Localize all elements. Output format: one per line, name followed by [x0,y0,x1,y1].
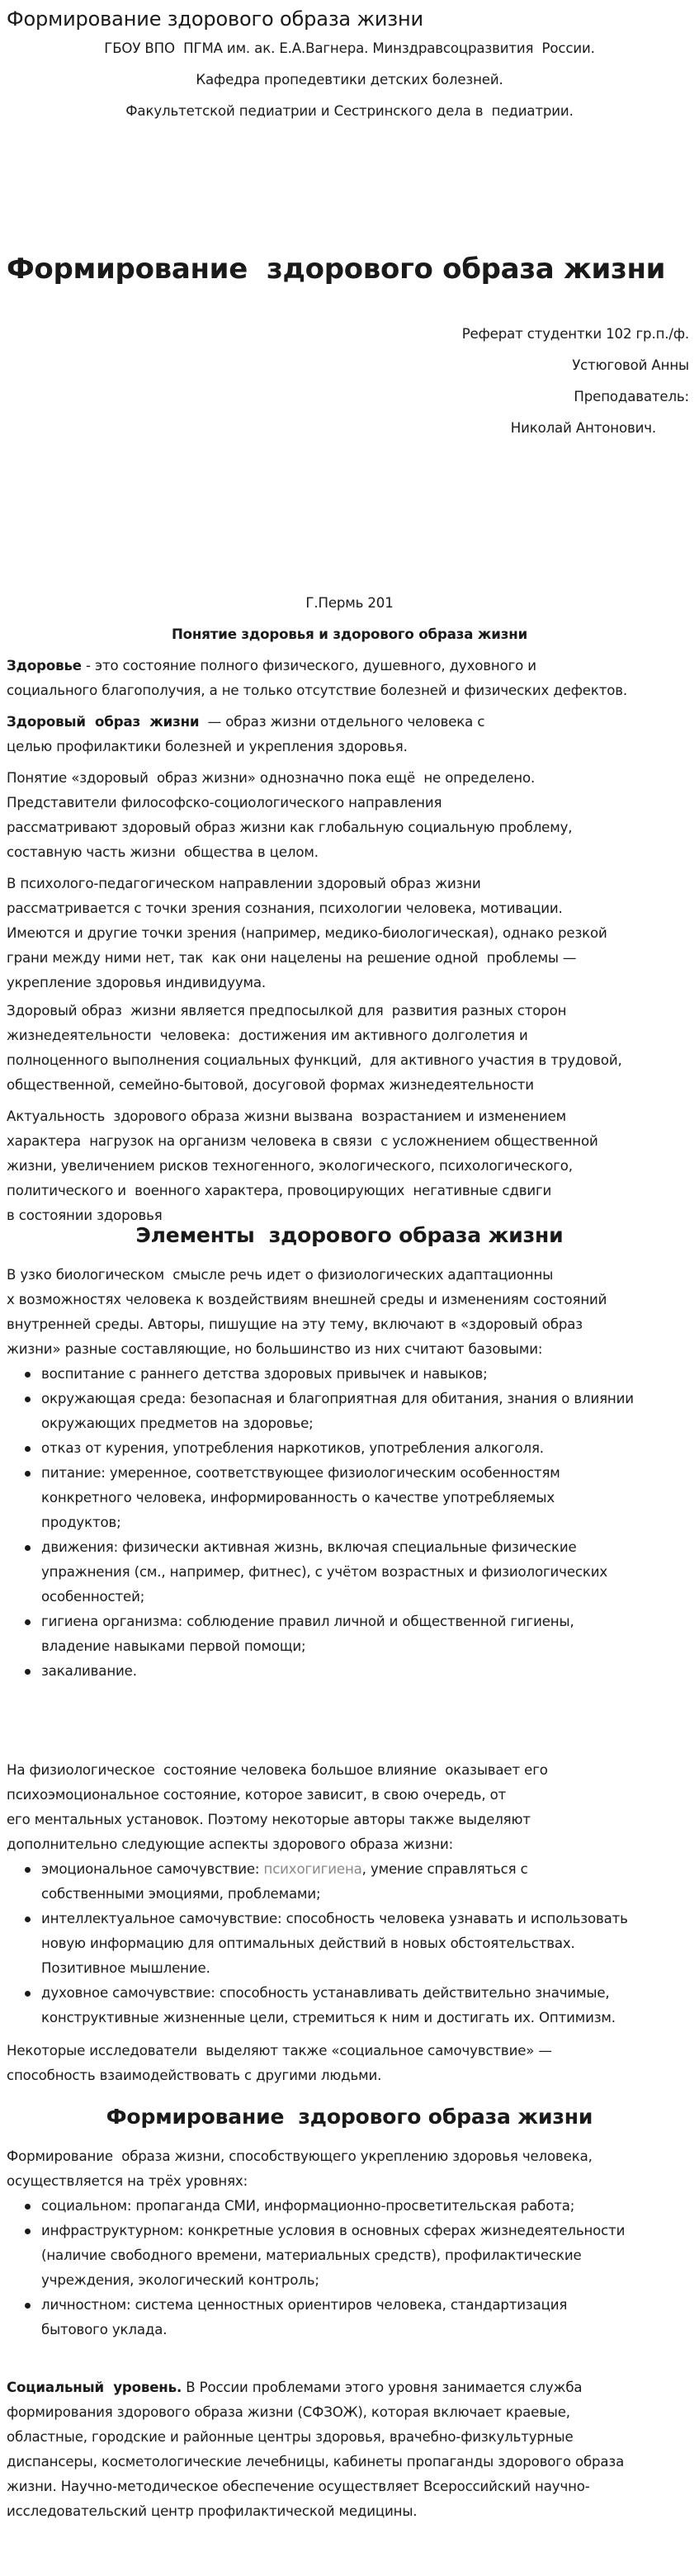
list-item [41,1857,528,1882]
list-item-cont: новую информацию для оптимальных действий в новых обстоятельствах. [41,1936,575,1951]
list-item: окружающая среда: безопасная и благоприятная для обитания, знания о влиянии [41,1391,634,1406]
list-item: питание: умеренное, соответствующее физиологическим особенностям [41,1465,560,1481]
bullet-icon [25,1991,31,1997]
paragraph-line: Понятие «здоровый образ жизни» однозначно пока ещё не определено. [7,770,536,786]
paragraph-line: В узко биологическом смысле речь идет о физиологических адаптационны [7,1267,554,1283]
paragraph-line: жизни. Научно-методическое обеспечение осуществляет Всероссийский научно- [7,2479,590,2494]
list-item-cont: окружающих предметов на здоровье; [41,1416,314,1431]
list-text: , умение справляться с [361,1861,528,1877]
list-item-cont: продуктов; [41,1515,121,1530]
paragraph-line: В психолого-педагогическом направлении здоровый образ жизни [7,876,481,891]
section-heading: Понятие здоровья и здорового образа жизни [171,626,528,642]
bullet-icon [25,1545,31,1551]
list-item: интеллектуальное самочувствие: способность человека узнавать и использовать [41,1911,628,1926]
list-item: отказ от курения, употребления наркотиков, употребления алкоголя. [41,1440,544,1456]
term: Здоровье [7,658,82,674]
city-year: Г.Пермь 201 [305,595,394,611]
list-item-cont: особенностей; [41,1589,145,1605]
social-level-paragraph [7,2375,582,2400]
paragraph-line: Имеются и другие точки зрения (например, медико-биологическая), однако резкой [7,925,607,941]
list-item-cont: учреждения, экологический контроль; [41,2272,319,2288]
paragraph-line: политического и военного характера, провоцирующих негативные сдвиги [7,1183,552,1198]
list-item-cont: владение навыками первой помощи; [41,1638,306,1654]
paragraph-line: Некоторые исследователи выделяют также «социальное самочувствие» — [7,2043,552,2058]
paragraph-line: общественной, семейно-бытовой, досуговой формах жизнедеятельности [7,1077,534,1093]
document-title: Формирование здорового образа жизни [7,7,423,31]
paragraph-line: психоэмоциональное состояние, которое зависит, в свою очередь, от [7,1787,507,1803]
bullet-icon [25,1669,31,1675]
bullet-icon [25,1867,31,1873]
paragraph-line: х возможностях человека к воздействиям внешней среды и изменениям состояний [7,1292,607,1307]
bullet-icon [25,2303,31,2309]
paragraph-line: Здоровый образ жизни является предпосылкой для развития разных сторон [7,1003,567,1019]
list-item-cont: конструктивные жизненные цели, стремиться к ним и достигать их. Оптимизм. [41,2010,616,2025]
list-item: личностном: система ценностных ориентиров человека, стандартизация [41,2297,568,2313]
paragraph-line: Формирование образа жизни, способствующего укреплению здоровья человека, [7,2148,593,2164]
list-item: воспитание с раннего детства здоровых привычек и навыков; [41,1366,488,1382]
term: Социальный уровень. [7,2380,182,2395]
list-item: движения: физически активная жизнь, включая специальные физические [41,1539,577,1555]
author-name: Устюговой Анны [572,357,689,373]
paragraph-line: жизни, увеличением рисков техногенного, экологического, психологического, [7,1158,573,1174]
paragraph-text: В России проблемами этого уровня занимается служба [182,2380,583,2395]
paragraph-line: укрепление здоровья индивидуума. [7,975,267,990]
list-item: закаливание. [41,1663,137,1679]
definition-hls [7,710,484,735]
list-item: духовное самочувствие: способность устанавливать действительно значимые, [41,1985,610,2001]
paragraph-line: На физиологическое состояние человека большое влияние оказывает его [7,1762,548,1778]
definition-health [7,654,536,678]
paragraph-line: составную часть жизни общества в целом. [7,844,319,860]
list-item: социальном: пропаганда СМИ, информационно-просветительская работа; [41,2198,575,2214]
teacher-label: Преподаватель: [574,389,689,404]
paragraph-line: исследовательский центр профилактической медицины. [7,2503,418,2519]
list-text: эмоциональное самочувствие: [41,1861,264,1877]
paragraph-line: жизни» разные составляющие, но большинство из них считают базовыми: [7,1341,543,1357]
paragraph-line: рассматривается с точки зрения сознания, психологии человека, мотивации. [7,900,563,916]
main-title: Формирование здорового образа жизни [7,253,666,286]
bullet-icon [25,1446,31,1452]
paragraph-line: формирования здорового образа жизни (СФЗОЖ), которая включает краевые, [7,2404,570,2420]
bullet-icon [25,1471,31,1477]
author-line: Реферат студентки 102 гр.п./ф. [461,326,689,342]
paragraph-line: грани между ними нет, так как они нацелены на решение одной проблемы — [7,950,577,966]
list-item-cont: собственными эмоциями, проблемами; [41,1886,321,1902]
bullet-icon [25,1397,31,1402]
paragraph-line: дополнительно следующие аспекты здорового образа жизни: [7,1836,454,1852]
paragraph-line: Актуальность здорового образа жизни вызвана возрастанием и изменением [7,1108,566,1124]
list-item-cont: бытового уклада. [41,2322,168,2337]
paragraph-line: способность взаимодействовать с другими людьми. [7,2068,382,2083]
paragraph-line: внутренней среды. Авторы, пишущие на эту тему, включают в «здоровый образ [7,1316,583,1332]
paragraph-line: в состоянии здоровья [7,1208,163,1223]
list-item-cont: Позитивное мышление. [41,1960,210,1976]
definition-text: - это состояние полного физического, душевного, духовного и [81,658,536,674]
paragraph-line: его ментальных установок. Поэтому некоторые авторы также выделяют [7,1812,531,1827]
list-item: инфраструктурном: конкретные условия в основных сферах жизнедеятельности [41,2223,626,2238]
institution-line: ГБОУ ВПО ПГМА им. ак. Е.А.Вагнера. Минздравсоцразвития России. [104,40,595,56]
list-item-cont: упражнения (см., например, фитнес), с учётом возрастных и физиологических [41,1564,608,1580]
bullet-icon [25,1917,31,1922]
paragraph-line: рассматривают здоровый образ жизни как глобальную социальную проблему, [7,820,573,835]
paragraph-line: осуществляется на трёх уровнях: [7,2173,248,2189]
teacher-name: Николай Антонович. [510,420,656,436]
section-heading: Элементы здорового образа жизни [135,1223,564,1247]
term: Здоровый образ жизни [7,714,200,730]
list-item-cont: (наличие свободного времени, материальных средств), профилактические [41,2248,582,2263]
paragraph-line: полноценного выполнения социальных функций, для активного участия в трудовой, [7,1052,622,1068]
department-line: Кафедра пропедевтики детских болезней. [196,72,503,87]
list-item: гигиена организма: соблюдение правил личной и общественной гигиены, [41,1614,574,1629]
definition-text: — образ жизни отдельного человека с [199,714,485,730]
bullet-icon [25,1619,31,1625]
paragraph-line: социального благополучия, а не только отсутствие болезней и физических дефектов. [7,683,627,698]
paragraph-line: целью профилактики болезней и укрепления здоровья. [7,739,408,754]
list-item-cont: конкретного человека, информированность о качестве употребляемых [41,1490,555,1505]
section-heading: Формирование здорового образа жизни [106,2105,593,2129]
bullet-icon [25,1372,31,1378]
paragraph-line: характера нагрузок на организм человека в связи с усложнением общественной [7,1133,598,1149]
paragraph-line: диспансеры, косметологические лечебницы, кабинеты пропаганды здорового образа [7,2454,625,2470]
psychohygiene-link[interactable]: психогигиена [263,1861,362,1877]
faculty-line: Факультетской педиатрии и Сестринского дела в педиатрии. [125,103,574,119]
paragraph-line: областные, городские и районные центры здоровья, врачебно-физкультурные [7,2429,574,2445]
paragraph-line: жизнедеятельности человека: достижения им активного долголетия и [7,1028,528,1043]
paragraph-line: Представители философско-социологического направления [7,795,442,811]
bullet-icon [25,2229,31,2234]
bullet-icon [25,2204,31,2210]
